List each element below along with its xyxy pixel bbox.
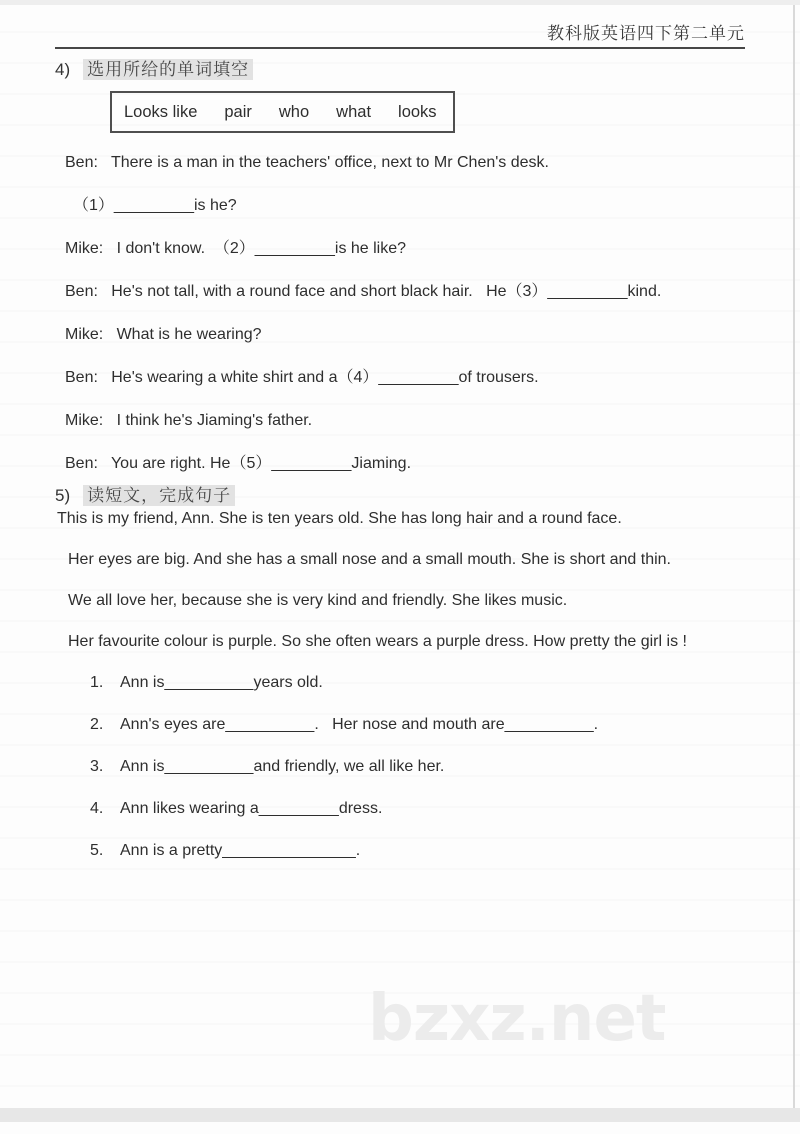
word-bank-item: Looks like: [124, 103, 198, 121]
page-header: [0, 0, 800, 45]
question-text: Ann is__________years old.: [120, 674, 323, 691]
section5-number: 5): [55, 486, 71, 505]
passage-line: This is my friend, Ann. She is ten years old. She has long hair and a round face.: [57, 510, 622, 527]
watermark: bzxz.net: [368, 982, 666, 1056]
question-text: Ann is__________and friendly, we all like her.: [120, 758, 445, 775]
question-number: 1.: [90, 674, 104, 691]
dialogue-line: Ben: He's not tall, with a round face and short black hair. He（3）_________kind.: [65, 283, 662, 300]
question-text: Ann likes wearing a_________dress.: [120, 800, 383, 817]
dialogue-line: （1）_________is he?: [73, 197, 237, 214]
page-top-edge: [0, 0, 800, 5]
word-bank-item: what: [336, 103, 372, 121]
dialogue-line: Ben: He's wearing a white shirt and a（4）_________of trousers.: [65, 369, 539, 386]
page-right-edge: [793, 5, 795, 1109]
section5-title: 读短文，完成句子: [83, 485, 235, 506]
section5-heading: [55, 484, 800, 508]
question-row: [90, 714, 800, 736]
dialogue-line: Ben: You are right. He（5）_________Jiaming.: [65, 455, 412, 472]
dialogue-line: Ben: There is a man in the teachers' office, next to Mr Chen's desk.: [65, 154, 549, 171]
section4-number: 4): [55, 60, 71, 79]
section4-heading: [55, 58, 800, 82]
dialogue-line: Mike: I don't know. （2）_________is he like?: [65, 240, 407, 257]
header-divider: [55, 47, 745, 49]
question-text: Ann is a pretty_______________.: [120, 842, 361, 859]
question-row: [90, 756, 800, 778]
passage-line: We all love her, because she is very kind and friendly. She likes music.: [68, 592, 568, 609]
section4-title: 选用所给的单词填空: [83, 59, 253, 80]
page-bottom-edge: [0, 1108, 800, 1122]
word-bank-item: looks: [398, 103, 437, 121]
reading-passage: [0, 508, 800, 653]
question-row: [90, 840, 800, 862]
word-bank-item: who: [278, 103, 310, 121]
question-number: 2.: [90, 716, 104, 733]
word-bank-item: pair: [224, 103, 252, 121]
passage-line: Her favourite colour is purple. So she often wears a purple dress. How pretty the girl is !: [68, 633, 687, 650]
word-bank-box: [110, 91, 455, 133]
dialogue-line: Mike: What is he wearing?: [65, 326, 262, 343]
question-number: 5.: [90, 842, 104, 859]
passage-line: Her eyes are big. And she has a small nose and a small mouth. She is short and thin.: [68, 551, 671, 568]
question-row: [90, 798, 800, 820]
question-text: Ann's eyes are__________. Her nose and mouth are__________.: [120, 716, 599, 733]
dialogue: [65, 152, 800, 475]
question-row: [90, 672, 800, 694]
word-bank-container: [110, 91, 800, 133]
header-title: 教科版英语四下第二单元: [547, 24, 745, 43]
dialogue-line: Mike: I think he's Jiaming's father.: [65, 412, 313, 429]
question-number: 3.: [90, 758, 104, 775]
question-number: 4.: [90, 800, 104, 817]
fill-in-questions: [90, 672, 800, 862]
